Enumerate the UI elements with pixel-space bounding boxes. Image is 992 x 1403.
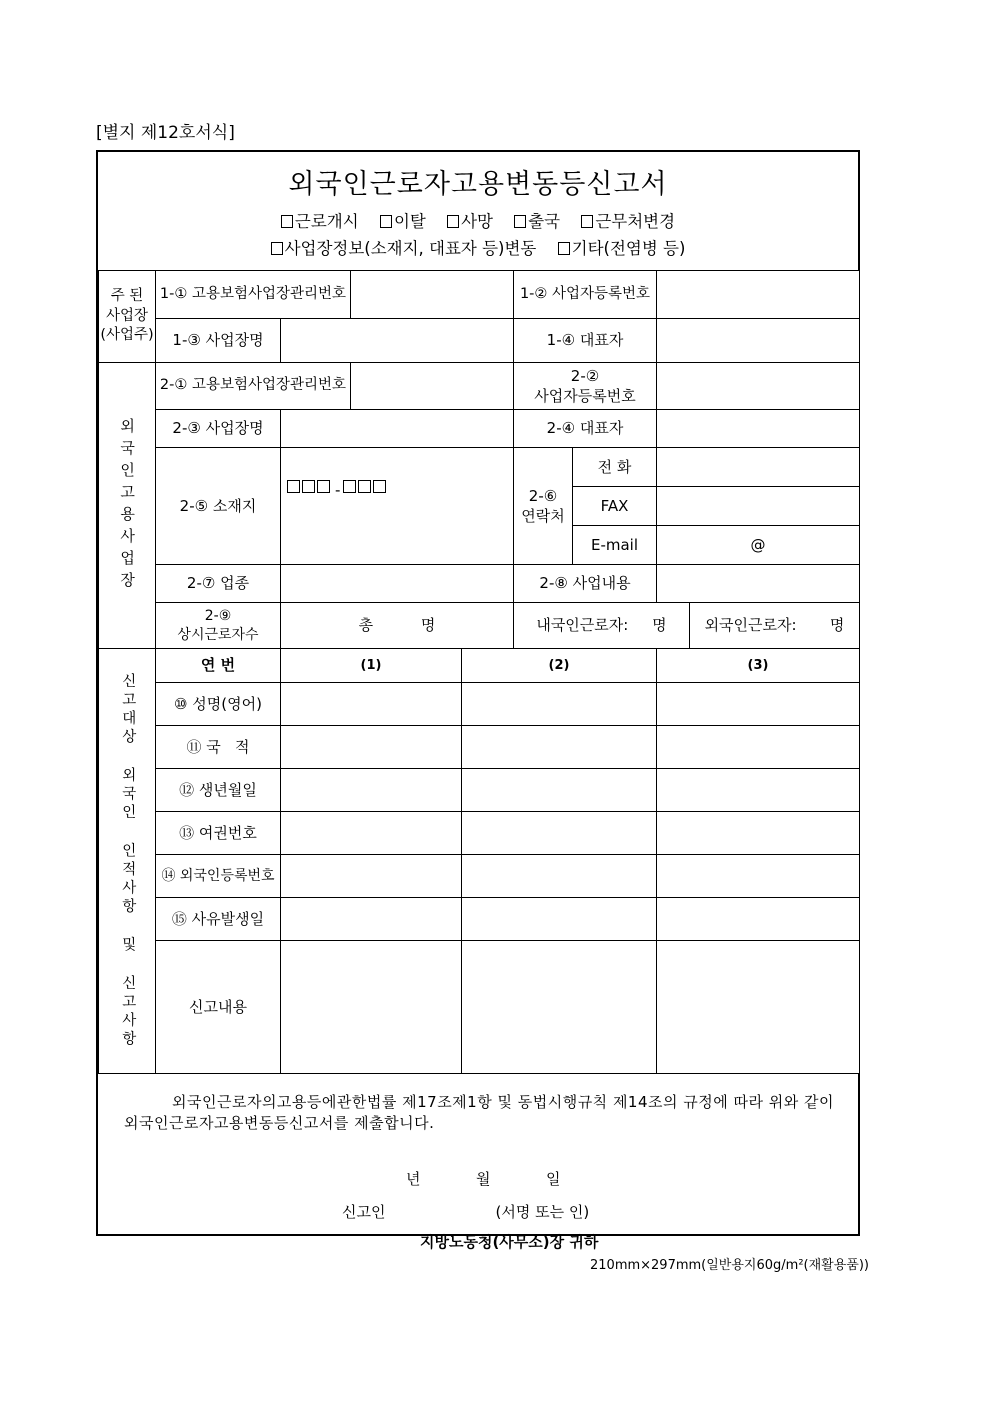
table-cell-input[interactable] [280,811,462,855]
email-input[interactable]: @ [656,525,860,565]
checkbox-icon[interactable] [380,215,392,228]
table-cell-input[interactable] [656,854,860,898]
recipient-office: 지방노동청(사무소)장 귀하 [420,1233,599,1251]
zip-box [343,480,356,493]
field-label: 2-② 사업자등록번호 [513,362,657,410]
field-label: 2-③ 사업장명 [155,409,281,448]
field-label: 1-① 고용보험사업장관리번호 [155,270,351,319]
business-number-input[interactable] [656,362,860,410]
table-cell-input[interactable] [461,768,657,812]
address-input[interactable]: - [280,447,514,565]
table-cell-input[interactable] [656,940,860,1074]
field-label: 2-⑥ 연락처 [513,447,573,565]
representative-input[interactable] [656,318,860,363]
field-label: 2-⑧ 사업내용 [513,564,657,603]
table-cell-input[interactable] [461,811,657,855]
declaration-text: 외국인근로자의고용등에관한법률 제17조제1항 및 동법시행규칙 제14조의 규정에 따라 위와 같이 외국인근로자고용변동등신고서를 제출합니다. [124,1093,834,1132]
field-label: E-mail [572,525,657,565]
table-cell-input[interactable] [280,682,462,726]
domestic-workers-input[interactable]: 내국인근로자: 명 [513,602,690,649]
row-label: ⑬ 여권번호 [155,811,281,855]
table-cell-input[interactable] [280,897,462,941]
row-label: ⑪ 국 적 [155,725,281,769]
field-label: 2-⑦ 업종 [155,564,281,603]
table-cell-input[interactable] [461,897,657,941]
option-checkbox[interactable]: 사업장정보(소재지, 대표자 등)변동 [271,235,537,259]
option-checkbox[interactable]: 근로개시 [281,208,359,232]
table-cell-input[interactable] [656,897,860,941]
date-line[interactable]: 년 월 일 [406,1170,561,1188]
total-workers-input[interactable]: 총 명 [280,602,514,649]
field-label: 2-⑨ 상시근로자수 [155,602,281,649]
main-workplace-label: 주 된 사업장 (사업주) [98,270,156,363]
zip-box [287,480,300,493]
zip-box [373,480,386,493]
field-label: 2-⑤ 소재지 [155,447,281,565]
workplace-name-input[interactable] [280,409,514,448]
row-label: ⑮ 사유발생일 [155,897,281,941]
field-label: FAX [572,486,657,526]
row-label: ⑩ 성명(영어) [155,682,281,726]
zip-box [302,480,315,493]
representative-input[interactable] [656,409,860,448]
fax-input[interactable] [656,486,860,526]
zip-box [358,480,371,493]
industry-input[interactable] [280,564,514,603]
option-checkbox[interactable]: 이탈 [380,208,426,232]
report-form [96,150,860,1251]
zip-box [317,480,330,493]
row-label: ⑫ 생년월일 [155,768,281,812]
field-label: 1-③ 사업장명 [155,318,281,363]
declaration-area [98,1074,858,1251]
table-cell-input[interactable] [280,940,462,1074]
table-cell-input[interactable] [461,725,657,769]
serial-header: 연 번 [155,648,281,683]
workplace-name-input[interactable] [280,318,514,363]
option-checkbox[interactable]: 기타(전염병 등) [558,235,686,259]
field-label: 2-④ 대표자 [513,409,657,448]
row-label: ⑭ 외국인등록번호 [155,854,281,898]
row-label: 신고내용 [155,940,281,1074]
report-section-label: 신고대상 외국인 인적사항 및 신고사항 [98,648,156,1074]
form-title: 외국인근로자고용변동등신고서 [288,169,668,200]
field-label: 1-④ 대표자 [513,318,657,363]
column-header: (2) [461,648,657,683]
foreign-workers-input[interactable]: 외국인근로자: 명 [689,602,860,649]
option-checkbox[interactable]: 사망 [447,208,493,232]
checkbox-icon[interactable] [447,215,459,228]
option-checkbox[interactable]: 출국 [514,208,560,232]
checkbox-icon[interactable] [271,242,283,255]
business-content-input[interactable] [656,564,860,603]
table-cell-input[interactable] [280,725,462,769]
field-label: 전 화 [572,447,657,487]
employer-section-label: 외국인고용사업장 [98,362,156,649]
table-cell-input[interactable] [280,854,462,898]
insurance-number-input[interactable] [350,362,514,410]
paper-spec: 210mm×297mm(일반용지60g/m²(재활용품)) [590,1258,869,1273]
options-row-2 [98,235,858,259]
table-cell-input[interactable] [656,682,860,726]
table-cell-input[interactable] [656,768,860,812]
field-label: 2-① 고용보험사업장관리번호 [155,362,351,410]
checkbox-icon[interactable] [558,242,570,255]
form-number-label: [별지 제12호서식] [96,123,235,143]
field-label: 1-② 사업자등록번호 [513,270,657,319]
checkbox-icon[interactable] [281,215,293,228]
options-row-1 [98,208,858,232]
checkbox-icon[interactable] [581,215,593,228]
table-cell-input[interactable] [280,768,462,812]
table-cell-input[interactable] [656,811,860,855]
checkbox-icon[interactable] [514,215,526,228]
phone-input[interactable] [656,447,860,487]
table-cell-input[interactable] [656,725,860,769]
table-cell-input[interactable] [461,940,657,1074]
insurance-number-input[interactable] [350,270,514,319]
business-number-input[interactable] [656,270,860,319]
option-checkbox[interactable]: 근무처변경 [581,208,675,232]
title-area [98,152,858,270]
table-cell-input[interactable] [461,854,657,898]
signer-line[interactable]: 신고인 (서명 또는 인) [342,1203,590,1221]
column-header: (1) [280,648,462,683]
column-header: (3) [656,648,860,683]
table-cell-input[interactable] [461,682,657,726]
